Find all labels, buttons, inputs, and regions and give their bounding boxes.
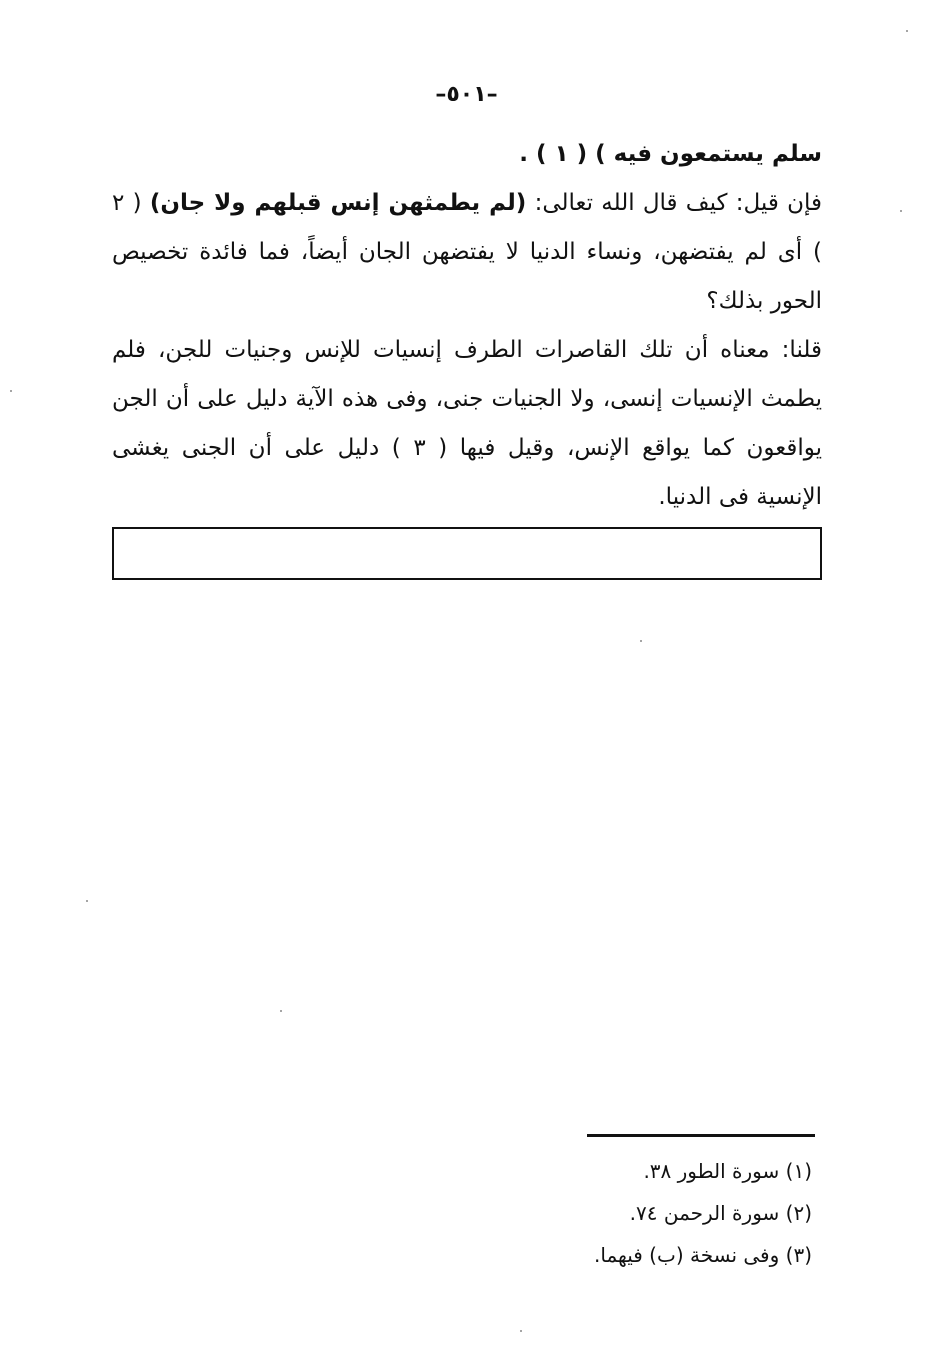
footnote-2: (٢) سورة الرحمن ٧٤.	[629, 1201, 812, 1225]
answer-paragraph: قلنا: معناه أن تلك القاصرات الطرف إنسيات للإنس وجنيات للجن، فلم يطمث الإنسيات إنسى، ولا الجنيات جنى، وفى هذه الآية دليل على أن الجن يواقعون كما يواقع الإنس، وقيل فيها ( ٣ ) دليل على أن الجنى يغشى الإنسية فى الدنيا.	[112, 337, 822, 510]
scan-speck	[900, 210, 902, 212]
scan-speck	[86, 900, 88, 902]
scan-speck	[520, 1330, 522, 1332]
main-text	[112, 130, 822, 522]
footnote-divider	[587, 1134, 815, 1137]
footnotes	[400, 1150, 812, 1276]
scan-speck	[280, 1010, 282, 1012]
scan-speck	[10, 390, 12, 392]
page-number: –٥٠١–	[435, 82, 498, 107]
question-paragraph	[112, 179, 822, 326]
text-line-continuation: سلم يستمعون فيه ) ( ١ ) .	[519, 141, 822, 167]
footnote-3: (٣) وفى نسخة (ب) فيهما.	[594, 1243, 812, 1267]
quran-quote: (لم يطمثهن إنس قبلهم ولا جان)	[149, 190, 527, 216]
scan-speck	[906, 30, 908, 32]
footnote-1: (١) سورة الطور ٣٨.	[643, 1159, 812, 1183]
question-rest: ( ٢ ) أى لم يفتضهن، ونساء الدنيا لا يفتضهن الجان أيضاً، فما فائدة تخصيص الحور بذلك؟	[112, 190, 822, 314]
question-intro: فإن قيل: كيف قال الله تعالى:	[526, 190, 822, 216]
scan-speck	[640, 640, 642, 642]
empty-box	[112, 527, 822, 580]
